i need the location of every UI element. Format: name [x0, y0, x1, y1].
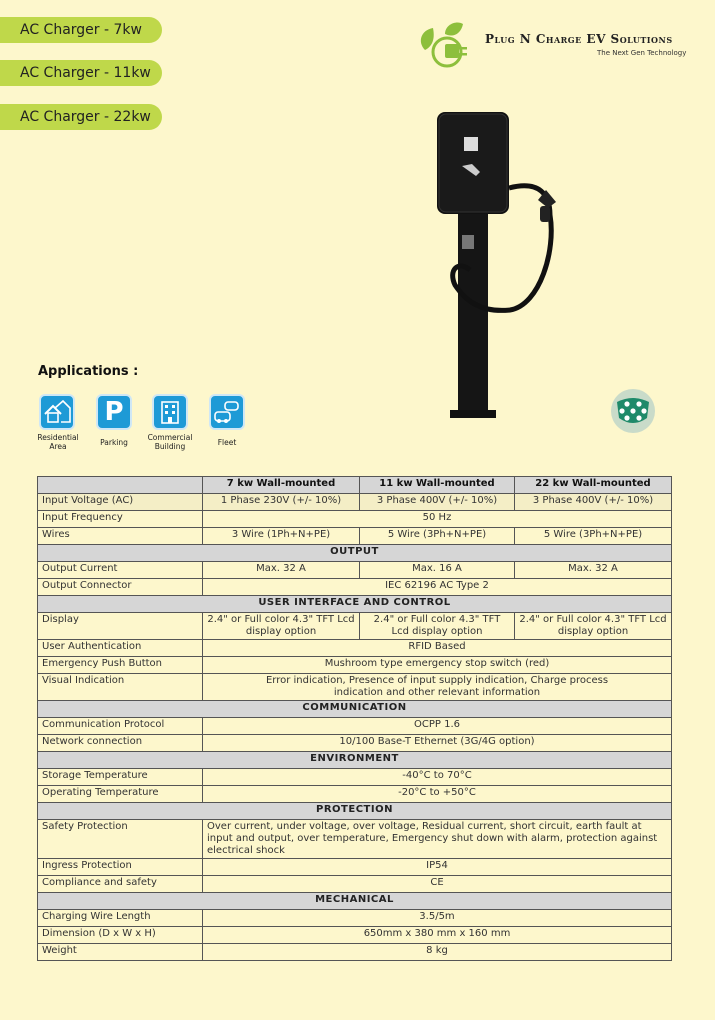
- row-label: Dimension (D x W x H): [38, 927, 203, 944]
- row-value: Max. 32 A: [203, 562, 360, 579]
- table-row: [38, 786, 672, 803]
- row-label: Weight: [38, 944, 203, 961]
- table-row: [38, 876, 672, 893]
- row-label: Communication Protocol: [38, 718, 203, 735]
- row-label: User Authentication: [38, 640, 203, 657]
- row-label: Visual Indication: [38, 674, 203, 701]
- specification-table: [37, 476, 672, 961]
- section-title: MECHANICAL: [38, 893, 672, 910]
- application-label-fleet: Fleet: [217, 438, 237, 447]
- row-value: 650mm x 380 mm x 160 mm: [203, 927, 672, 944]
- application-label-residential: Residential Area: [37, 433, 79, 451]
- table-row: [38, 944, 672, 961]
- row-label: Emergency Push Button: [38, 657, 203, 674]
- row-value: 3 Phase 400V (+/- 10%): [515, 494, 672, 511]
- row-value: IEC 62196 AC Type 2: [203, 579, 672, 596]
- row-label: Charging Wire Length: [38, 910, 203, 927]
- residential-icon: [39, 394, 75, 430]
- row-label: Network connection: [38, 735, 203, 752]
- row-label: Input Voltage (AC): [38, 494, 203, 511]
- row-value: 8 kg: [203, 944, 672, 961]
- row-value: -20°C to +50°C: [203, 786, 672, 803]
- row-value: OCPP 1.6: [203, 718, 672, 735]
- table-row: [38, 735, 672, 752]
- section-row-environment: [38, 752, 672, 769]
- row-label: Operating Temperature: [38, 786, 203, 803]
- table-row: [38, 579, 672, 596]
- row-value: 50 Hz: [203, 511, 672, 528]
- tab-ac-charger-11kw[interactable]: AC Charger - 11kw: [0, 60, 162, 86]
- table-header-cell: [38, 477, 203, 494]
- row-label: Output Current: [38, 562, 203, 579]
- brand-tagline: The Next Gen Technology: [597, 49, 687, 57]
- row-value: Error indication, Presence of input supply indication, Charge process indication and other relevant information: [203, 674, 672, 701]
- row-label: Output Connector: [38, 579, 203, 596]
- table-row: [38, 718, 672, 735]
- table-row: [38, 657, 672, 674]
- row-value: 3.5/5m: [203, 910, 672, 927]
- section-title: PROTECTION: [38, 803, 672, 820]
- table-row: [38, 820, 672, 859]
- row-label: Compliance and safety: [38, 876, 203, 893]
- row-value: -40°C to 70°C: [203, 769, 672, 786]
- row-label: Input Frequency: [38, 511, 203, 528]
- section-title: COMMUNICATION: [38, 701, 672, 718]
- table-row: [38, 927, 672, 944]
- tab-ac-charger-7kw[interactable]: AC Charger - 7kw: [0, 17, 162, 43]
- row-label: Storage Temperature: [38, 769, 203, 786]
- table-row: [38, 511, 672, 528]
- plug-leaf-logo-icon: [415, 22, 475, 72]
- application-label-parking: Parking: [100, 438, 128, 447]
- row-value: 2.4" or Full color 4.3" TFT Lcd display option: [360, 613, 515, 640]
- section-row-communication: [38, 701, 672, 718]
- row-value: 3 Phase 400V (+/- 10%): [360, 494, 515, 511]
- section-title: ENVIRONMENT: [38, 752, 672, 769]
- table-header-cell: 22 kw Wall-mounted: [515, 477, 672, 494]
- table-header-cell: 7 kw Wall-mounted: [203, 477, 360, 494]
- fleet-icon: [209, 394, 245, 430]
- section-row-output: [38, 545, 672, 562]
- row-value: 10/100 Base-T Ethernet (3G/4G option): [203, 735, 672, 752]
- table-row: [38, 674, 672, 701]
- row-value: 1 Phase 230V (+/- 10%): [203, 494, 360, 511]
- tab-ac-charger-22kw[interactable]: AC Charger - 22kw: [0, 104, 162, 130]
- row-value: 5 Wire (3Ph+N+PE): [515, 528, 672, 545]
- row-label: Display: [38, 613, 203, 640]
- row-value: 2.4" or Full color 4.3" TFT Lcd display option: [515, 613, 672, 640]
- row-label: Wires: [38, 528, 203, 545]
- applications-title: Applications :: [38, 364, 139, 379]
- type2-connector-icon: [609, 388, 657, 434]
- section-row-protection: [38, 803, 672, 820]
- row-value: IP54: [203, 859, 672, 876]
- table-row: [38, 528, 672, 545]
- table-row: [38, 562, 672, 579]
- row-label: Safety Protection: [38, 820, 203, 859]
- row-value: Max. 16 A: [360, 562, 515, 579]
- table-header-cell: 11 kw Wall-mounted: [360, 477, 515, 494]
- row-value: RFID Based: [203, 640, 672, 657]
- row-value: Mushroom type emergency stop switch (red): [203, 657, 672, 674]
- parking-icon: P: [96, 394, 132, 430]
- row-value: CE: [203, 876, 672, 893]
- table-row: [38, 769, 672, 786]
- table-row: [38, 613, 672, 640]
- row-value: Max. 32 A: [515, 562, 672, 579]
- section-row-mechanical: [38, 893, 672, 910]
- row-value: 2.4" or Full color 4.3" TFT Lcd display option: [203, 613, 360, 640]
- brand-header: [415, 22, 695, 72]
- row-value: Over current, under voltage, over voltage, Residual current, short circuit, earth fault at input and output, over temperature, Emergency shut down with alarm, protection against electrical shock: [203, 820, 672, 859]
- table-row: [38, 859, 672, 876]
- commercial-building-icon: [152, 394, 188, 430]
- table-row: [38, 640, 672, 657]
- brand-name: Plug N Charge EV Solutions: [485, 32, 673, 46]
- application-label-commercial: Commercial Building: [147, 433, 193, 451]
- section-row-ui: [38, 596, 672, 613]
- section-title: OUTPUT: [38, 545, 672, 562]
- row-label: Ingress Protection: [38, 859, 203, 876]
- table-row: [38, 910, 672, 927]
- table-header-row: [38, 477, 672, 494]
- ev-charger-image: [400, 100, 590, 430]
- table-row: [38, 494, 672, 511]
- row-value: 5 Wire (3Ph+N+PE): [360, 528, 515, 545]
- section-title: USER INTERFACE AND CONTROL: [38, 596, 672, 613]
- row-value: 3 Wire (1Ph+N+PE): [203, 528, 360, 545]
